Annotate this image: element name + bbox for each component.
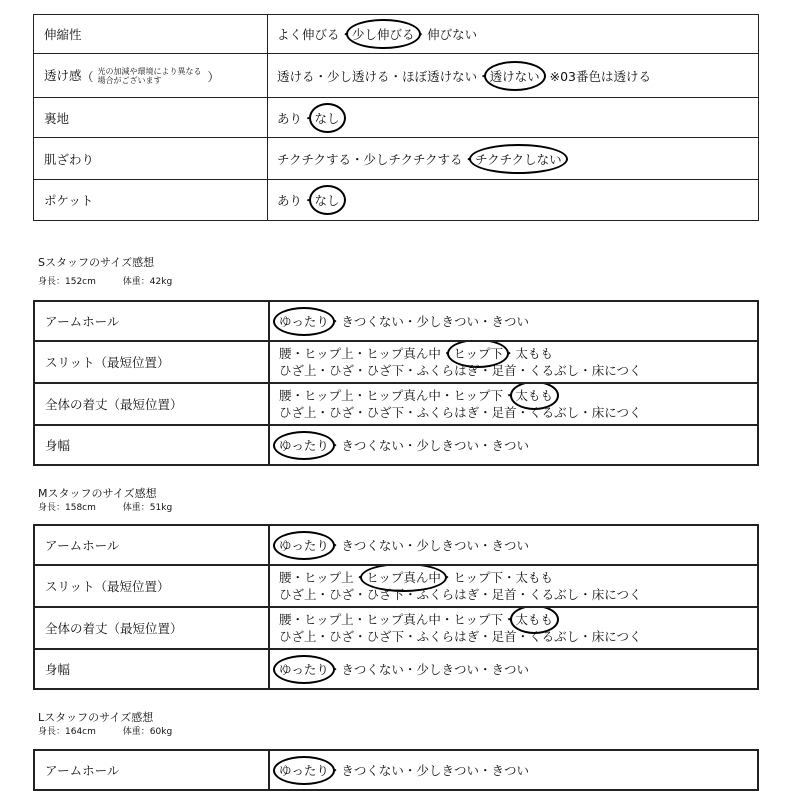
option: ひざ xyxy=(329,363,355,378)
option-separator: ・ xyxy=(403,762,417,778)
option: 腰 xyxy=(279,570,292,585)
staff-row xyxy=(34,341,758,383)
staff-weight: 体重：60kg xyxy=(122,727,173,737)
spec-table xyxy=(33,14,759,221)
option-separator: ・ xyxy=(316,587,330,602)
option-separator: ・ xyxy=(403,313,417,329)
option-separator: ・ xyxy=(389,68,403,84)
option-separator: ・ xyxy=(502,388,516,403)
staff-row xyxy=(34,607,758,649)
option-separator: ・ xyxy=(316,405,330,420)
option-separator: ・ xyxy=(354,629,367,644)
spec-label-text: ポケット xyxy=(44,193,94,208)
option: 床につく xyxy=(591,629,642,644)
option: ひざ xyxy=(329,587,355,602)
spec-row xyxy=(34,15,759,54)
staff-row xyxy=(34,750,758,790)
option-separator: ・ xyxy=(579,363,592,378)
staff-row-label xyxy=(34,525,269,565)
option: ふくらはぎ xyxy=(416,363,480,378)
selected-option: ゆったり xyxy=(279,437,329,453)
option: 腰 xyxy=(279,612,292,627)
option: 伸びない xyxy=(427,27,478,42)
note-paren-open: （ xyxy=(81,69,94,84)
selected-option: 太もも xyxy=(515,388,554,403)
option-separator: ・ xyxy=(291,612,305,627)
selected-option: チクチクしない xyxy=(475,151,562,167)
staff-row-label-text: アームホール xyxy=(45,538,120,553)
staff-weight: 体重：42kg xyxy=(122,277,173,287)
option-separator: ・ xyxy=(502,612,516,627)
selected-option: ゆったり xyxy=(279,313,329,329)
selected-option: 透けない xyxy=(489,68,540,84)
staff-row-label-text: スリット（最短位置） xyxy=(45,579,170,594)
staff-heading: Lスタッフのサイズ感想 xyxy=(38,711,154,724)
option-separator: ・ xyxy=(478,762,492,778)
option-separator: ・ xyxy=(502,570,516,585)
option-separator: ・ xyxy=(353,346,367,361)
option: ヒップ下 xyxy=(453,388,503,403)
options-line xyxy=(279,362,757,379)
option: くるぶし xyxy=(529,587,580,602)
option-separator: ・ xyxy=(462,151,476,167)
option-separator: ・ xyxy=(579,405,592,420)
spec-options xyxy=(268,54,759,98)
option: ヒップ上 xyxy=(304,612,354,627)
selected-option: 少し伸びる xyxy=(352,27,415,42)
option: 太もも xyxy=(515,346,554,361)
option-separator: ・ xyxy=(516,587,530,602)
option: ヒップ下 xyxy=(453,570,503,585)
selected-option: ヒップ真ん中 xyxy=(366,570,441,585)
staff-row-options xyxy=(269,341,758,383)
option-separator: ・ xyxy=(479,405,492,420)
option: きつくない xyxy=(341,437,404,453)
option-separator: ・ xyxy=(440,388,454,403)
option: あり xyxy=(277,193,303,208)
staff-row-label-text: スリット（最短位置） xyxy=(45,355,170,370)
staff-row-options xyxy=(269,565,758,607)
option-separator: ・ xyxy=(414,27,428,42)
staff-row-label-text: 全体の着丈（最短位置） xyxy=(45,397,183,412)
option: 太もも xyxy=(515,570,554,585)
staff-size-table xyxy=(33,300,759,466)
option: くるぶし xyxy=(529,363,580,378)
option: 足首 xyxy=(491,587,517,602)
spec-label xyxy=(34,180,268,221)
staff-row-options xyxy=(269,383,758,425)
option: くるぶし xyxy=(529,405,580,420)
option: きつい xyxy=(491,537,529,553)
staff-size-table xyxy=(33,524,759,690)
staff-row xyxy=(34,649,758,689)
option: ヒップ真ん中 xyxy=(366,346,441,361)
option: 少しきつい xyxy=(416,661,479,677)
staff-row-label xyxy=(34,301,269,341)
selected-option: なし xyxy=(314,110,340,126)
option-separator: ・ xyxy=(404,363,417,378)
spec-label xyxy=(34,15,268,54)
selected-option: ゆったり xyxy=(279,661,329,677)
selected-option: ヒップ下 xyxy=(453,346,503,361)
staff-measurements xyxy=(38,724,172,737)
option: ひざ下 xyxy=(366,405,405,420)
option-separator: ・ xyxy=(354,363,367,378)
spec-row xyxy=(34,138,759,180)
staff-row-label-text: 全体の着丈（最短位置） xyxy=(45,621,183,636)
option-separator: ・ xyxy=(579,587,592,602)
staff-height: 身長：152cm xyxy=(38,277,96,287)
option-separator: ・ xyxy=(291,346,305,361)
option: くるぶし xyxy=(529,629,580,644)
staff-row-options xyxy=(269,607,758,649)
option-separator: ・ xyxy=(516,405,530,420)
spec-label-text: 透け感 xyxy=(44,67,82,83)
option-separator: ・ xyxy=(403,437,417,453)
option: 透ける xyxy=(277,68,315,84)
option-separator: ・ xyxy=(354,587,367,602)
option: ひざ上 xyxy=(279,405,317,420)
option-separator: ・ xyxy=(353,388,367,403)
option: ほぼ透けない xyxy=(402,68,478,84)
option-separator: ・ xyxy=(328,313,342,329)
option-separator: ・ xyxy=(302,193,315,208)
option-separator: ・ xyxy=(302,110,315,126)
options-line xyxy=(279,611,757,628)
options-line xyxy=(279,763,529,778)
staff-row-label-text: 身幅 xyxy=(45,662,71,677)
option-separator: ・ xyxy=(351,151,364,167)
staff-row-label-text: アームホール xyxy=(45,314,120,329)
staff-row xyxy=(34,301,758,341)
option: ヒップ上 xyxy=(304,570,354,585)
staff-row-label xyxy=(34,750,269,790)
note-paren-close: ） xyxy=(207,69,220,84)
staff-measurements xyxy=(38,500,172,513)
option-separator: ・ xyxy=(516,363,530,378)
option: きつくない xyxy=(341,762,404,778)
option-separator: ・ xyxy=(316,629,330,644)
option: ヒップ下 xyxy=(453,612,503,627)
option-separator: ・ xyxy=(477,68,490,84)
option-separator: ・ xyxy=(478,537,492,553)
option: あり xyxy=(277,110,303,126)
staff-row xyxy=(34,565,758,607)
selected-option: なし xyxy=(314,193,340,208)
options-line xyxy=(279,662,529,677)
options-line xyxy=(279,387,757,404)
spec-label xyxy=(34,138,268,180)
option: きつい xyxy=(491,661,529,677)
option: ヒップ真ん中 xyxy=(366,388,441,403)
option: 足首 xyxy=(491,405,517,420)
option-separator: ・ xyxy=(316,363,330,378)
option: ひざ上 xyxy=(279,587,317,602)
option-separator: ・ xyxy=(353,570,367,585)
staff-row-options xyxy=(269,425,758,465)
selected-option: ゆったり xyxy=(279,537,329,553)
option-separator: ・ xyxy=(478,437,492,453)
options-line xyxy=(279,538,529,553)
option-separator: ・ xyxy=(479,363,492,378)
spec-extra-note: ※03番色は透ける xyxy=(549,68,651,84)
staff-row-label xyxy=(34,607,269,649)
staff-row-label xyxy=(34,565,269,607)
options-line xyxy=(279,586,757,603)
option: ふくらはぎ xyxy=(416,629,480,644)
option-separator: ・ xyxy=(328,437,342,453)
staff-heading: Sスタッフのサイズ感想 xyxy=(38,256,155,269)
staff-row-options xyxy=(269,649,758,689)
option-separator: ・ xyxy=(440,612,454,627)
option-separator: ・ xyxy=(339,27,353,42)
option-separator: ・ xyxy=(516,629,530,644)
option: ふくらはぎ xyxy=(416,587,480,602)
option: ヒップ真ん中 xyxy=(366,612,441,627)
option-separator: ・ xyxy=(440,346,454,361)
option: 少しきつい xyxy=(416,762,479,778)
option: きつい xyxy=(491,762,529,778)
option-separator: ・ xyxy=(478,661,492,677)
spec-options xyxy=(268,98,759,138)
option: 少しきつい xyxy=(416,313,479,329)
option: きつくない xyxy=(341,537,404,553)
staff-height: 身長：164cm xyxy=(38,727,96,737)
staff-row xyxy=(34,525,758,565)
option: ひざ上 xyxy=(279,363,317,378)
option-separator: ・ xyxy=(328,661,342,677)
staff-row xyxy=(34,383,758,425)
option: ひざ下 xyxy=(366,629,405,644)
option-separator: ・ xyxy=(403,537,417,553)
option: 床につく xyxy=(591,405,642,420)
option-separator: ・ xyxy=(314,68,328,84)
option-separator: ・ xyxy=(291,570,305,585)
option: 少しきつい xyxy=(416,437,479,453)
staff-row-options xyxy=(269,301,758,341)
option: ひざ下 xyxy=(366,587,405,602)
option-separator: ・ xyxy=(502,346,516,361)
spec-label xyxy=(34,54,268,98)
spec-label-text: 伸縮性 xyxy=(44,27,82,42)
option-separator: ・ xyxy=(353,612,367,627)
option-separator: ・ xyxy=(404,405,417,420)
spec-options xyxy=(268,138,759,180)
options-line xyxy=(279,438,529,453)
option-separator: ・ xyxy=(440,570,454,585)
selected-option: 太もも xyxy=(515,612,554,627)
option-separator: ・ xyxy=(328,762,342,778)
option: よく伸びる xyxy=(277,27,340,42)
option-separator: ・ xyxy=(404,587,417,602)
option: 腰 xyxy=(279,388,292,403)
option: 足首 xyxy=(491,629,517,644)
options-line xyxy=(279,345,757,362)
staff-row-label-text: 身幅 xyxy=(45,438,71,453)
staff-row-label-text: アームホール xyxy=(45,763,120,778)
option-separator: ・ xyxy=(579,629,592,644)
spec-options xyxy=(268,180,759,221)
option-separator: ・ xyxy=(354,405,367,420)
option: ひざ上 xyxy=(279,629,317,644)
options-line xyxy=(279,569,757,586)
option: 床につく xyxy=(591,363,642,378)
spec-options xyxy=(268,15,759,54)
staff-row-label xyxy=(34,649,269,689)
spec-note: 光の加減や環境により異なる場合がございます xyxy=(97,67,202,86)
option: ひざ xyxy=(329,629,355,644)
staff-row-options xyxy=(269,525,758,565)
option: きつくない xyxy=(341,661,404,677)
option: ひざ xyxy=(329,405,355,420)
spec-label xyxy=(34,98,268,138)
selected-option: ゆったり xyxy=(279,762,329,778)
option-separator: ・ xyxy=(404,629,417,644)
staff-row-options xyxy=(269,750,758,790)
option: 少しチクチクする xyxy=(363,151,463,167)
spec-row xyxy=(34,98,759,138)
option-separator: ・ xyxy=(479,629,492,644)
staff-row-label xyxy=(34,341,269,383)
staff-row-label xyxy=(34,425,269,465)
spec-label-text: 肌ざわり xyxy=(44,151,95,167)
option: チクチクする xyxy=(277,151,352,167)
option: きつくない xyxy=(341,313,404,329)
staff-row xyxy=(34,425,758,465)
staff-heading: Mスタッフのサイズ感想 xyxy=(38,487,157,500)
option: ヒップ上 xyxy=(304,346,354,361)
option-separator: ・ xyxy=(291,388,305,403)
staff-measurements xyxy=(38,274,172,287)
staff-weight: 体重：51kg xyxy=(122,503,173,513)
staff-row-label xyxy=(34,383,269,425)
option: 少し透ける xyxy=(327,68,390,84)
staff-size-table xyxy=(33,749,759,791)
option: ひざ下 xyxy=(366,363,405,378)
staff-height: 身長：158cm xyxy=(38,503,96,513)
option: 床につく xyxy=(591,587,642,602)
spec-row xyxy=(34,180,759,221)
option: きつい xyxy=(491,437,529,453)
spec-row xyxy=(34,54,759,98)
option-separator: ・ xyxy=(479,587,492,602)
option: ふくらはぎ xyxy=(416,405,480,420)
option: 足首 xyxy=(491,363,517,378)
option-separator: ・ xyxy=(328,537,342,553)
option: 腰 xyxy=(279,346,292,361)
options-line xyxy=(279,314,529,329)
option-separator: ・ xyxy=(478,313,492,329)
option: 少しきつい xyxy=(416,537,479,553)
spec-label-text: 裏地 xyxy=(44,110,70,126)
option: きつい xyxy=(491,313,529,329)
option: ヒップ上 xyxy=(304,388,354,403)
option-separator: ・ xyxy=(403,661,417,677)
